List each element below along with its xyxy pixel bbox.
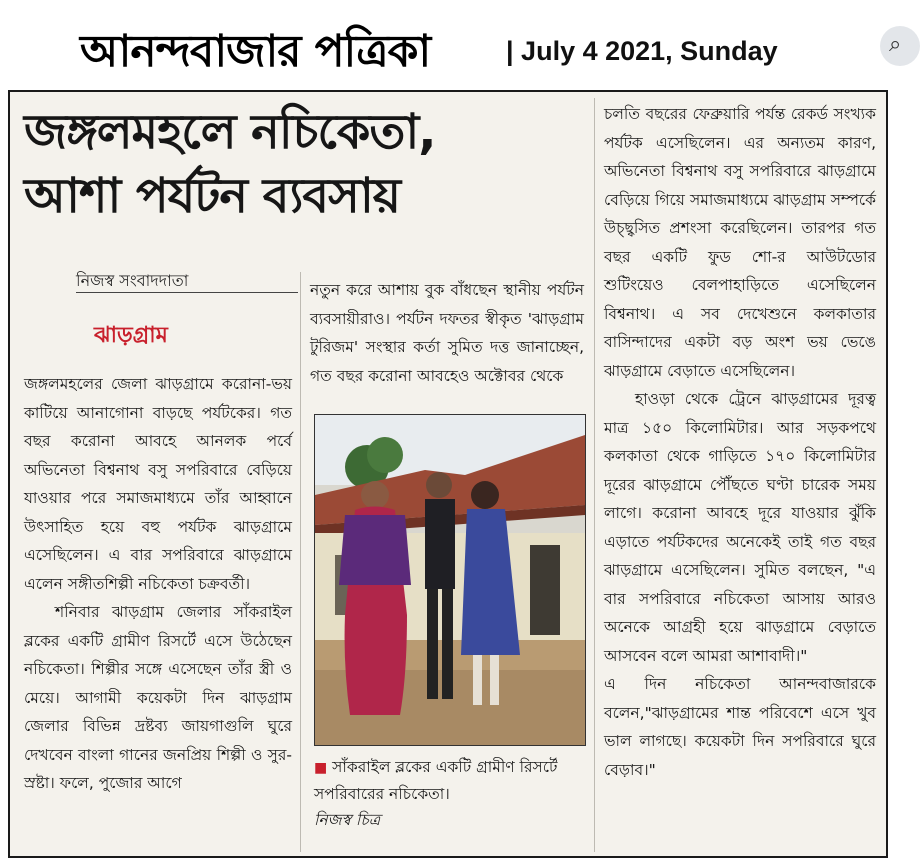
paragraph: জঙ্গলমহলের জেলা ঝাড়গ্রামে করোনা-ভয় কাটিয়ে আনাগোনা বাড়ছে পর্যটকের। গত বছর করোনা আবহে আনলক পর্বে অভিনেতা বিশ্বনাথ বসু সপরিবারে বেড়িয়ে যাওয়ার পরে সমাজমাধ্যমে তাঁর আহ্বানে উৎসাহিত হয়ে বহু পর্যটক ঝাড়গ্রামে এসেছিলেন। এ বার সপরিবারে ঝাড়গ্রামে এলেন সঙ্গীতশিল্পী নচিকেতা চক্রবর্তী। [24, 375, 292, 593]
article-headline [24, 100, 594, 228]
caption-marker: ■ [314, 760, 328, 776]
article-photo [314, 414, 586, 746]
paragraph: নতুন করে আশায় বুক বাঁধছেন স্থানীয় পর্যটন ব্যবসায়ীরাও। পর্যটন দফতর স্বীকৃত 'ঝাড়গ্রাম টুরিজম' সংস্থার কর্তা সুমিত দত্ত জানাচ্ছেন, গত বছর করোনা আবহেও অক্টোবর থেকে [310, 281, 584, 385]
publication-date: | July 4 2021, Sunday [506, 36, 778, 66]
masthead [0, 0, 900, 90]
byline-divider [76, 292, 298, 293]
photo-credit: নিজস্ব চিত্র [314, 811, 381, 829]
paragraph: এ দিন নচিকেতা আনন্দবাজারকে বলেন,"ঝাড়গ্রামের শান্ত পরিবেশে এসে খুব ভাল লাগছে। কয়েকটা দিন সপরিবারে ঘুরে বেড়াব।" [604, 675, 876, 779]
article-column-1 [24, 370, 292, 798]
byline: নিজস্ব সংবাদদাতা [76, 271, 189, 290]
article-column-3 [604, 100, 876, 784]
paragraph: হাওড়া থেকে ট্রেনে ঝাড়গ্রামের দূরত্ব মাত্র ১৫০ কিলোমিটার। আর সড়কপথে কলকাতা থেকে গাড়িতে ১৭০ কিলোমিটার দূরের ঝাড়গ্রামে পৌঁছতে ঘণ্টা চারেক সময় লাগে। করোনা আবহে দূরে যাওয়ার ঝুঁকি এড়াতে পর্যটকদের অনেকেই তাই গত বছর ঝাড়গ্রামে এসেছিলেন। সুমিত বলছেন, "এ বার সপরিবারে নচিকেতা আসায় আরও অনেকে আগ্রহী হয়ে ঝাড়গ্রামে বেড়াতে আসবেন বলে আমরা আশাবাদী।" [604, 390, 876, 665]
photo-resort-family [315, 415, 585, 745]
dateline: ঝাড়গ্রাম [94, 323, 168, 348]
caption-text: সাঁকরাইল ব্লকের একটি গ্রামীণ রিসর্টে সপরিবারের নচিকেতা। [314, 758, 558, 803]
newspaper-clipping [8, 90, 888, 858]
paragraph: শনিবার ঝাড়গ্রাম জেলার সাঁকরাইল ব্লকের একটি গ্রামীণ রিসর্টে এসে উঠেছেন নচিকেতা। শিল্পীর সঙ্গে এসেছেন তাঁর স্ত্রী ও মেয়ে। আগামী কয়েকটা দিন ঝাড়গ্রাম জেলার বিভিন্ন দ্রষ্টব্য জায়গাগুলি ঘুরে দেখবেন বাংলা গানের জনপ্রিয় শিল্পী ও সুর-স্রষ্টা। ফলে, পুজোর আগে [24, 603, 292, 792]
article-column-2 [310, 276, 584, 390]
headline-line-1: জঙ্গলমহলে নচিকেতা, [24, 104, 436, 160]
column-divider [300, 272, 301, 852]
headline-line-2: আশা পর্যটন ব্যবসায় [24, 168, 401, 224]
search-icon[interactable]: ⌕ [880, 26, 920, 66]
newspaper-title: আনন্দবাজার পত্রিকা [80, 26, 431, 77]
column-divider [594, 98, 595, 852]
paragraph: চলতি বছরের ফেব্রুয়ারি পর্যন্ত রেকর্ড সংখ্যক পর্যটক এসেছিলেন। এর অন্যতম কারণ, অভিনেতা বিশ্বনাথ বসু সপরিবারে ঝাড়গ্রামে বেড়িয়ে গিয়ে সমাজমাধ্যমে ঝাড়গ্রাম সম্পর্কে উচ্ছ্বসিত প্রশংসা করেছিলেন। তারপর গত বছর একটি ফুড শো-র আউটডোর শুটিংয়েও বেলপাহাড়িতে এসেছিলেন বিশ্বনাথ। এ সব দেখেশুনে কলকাতার বাসিন্দাদের একটা বড় অংশ ভয় ভেঙে ঝাড়গ্রামে বেড়াতে এসেছিলেন। [604, 105, 876, 380]
photo-caption [314, 754, 584, 833]
